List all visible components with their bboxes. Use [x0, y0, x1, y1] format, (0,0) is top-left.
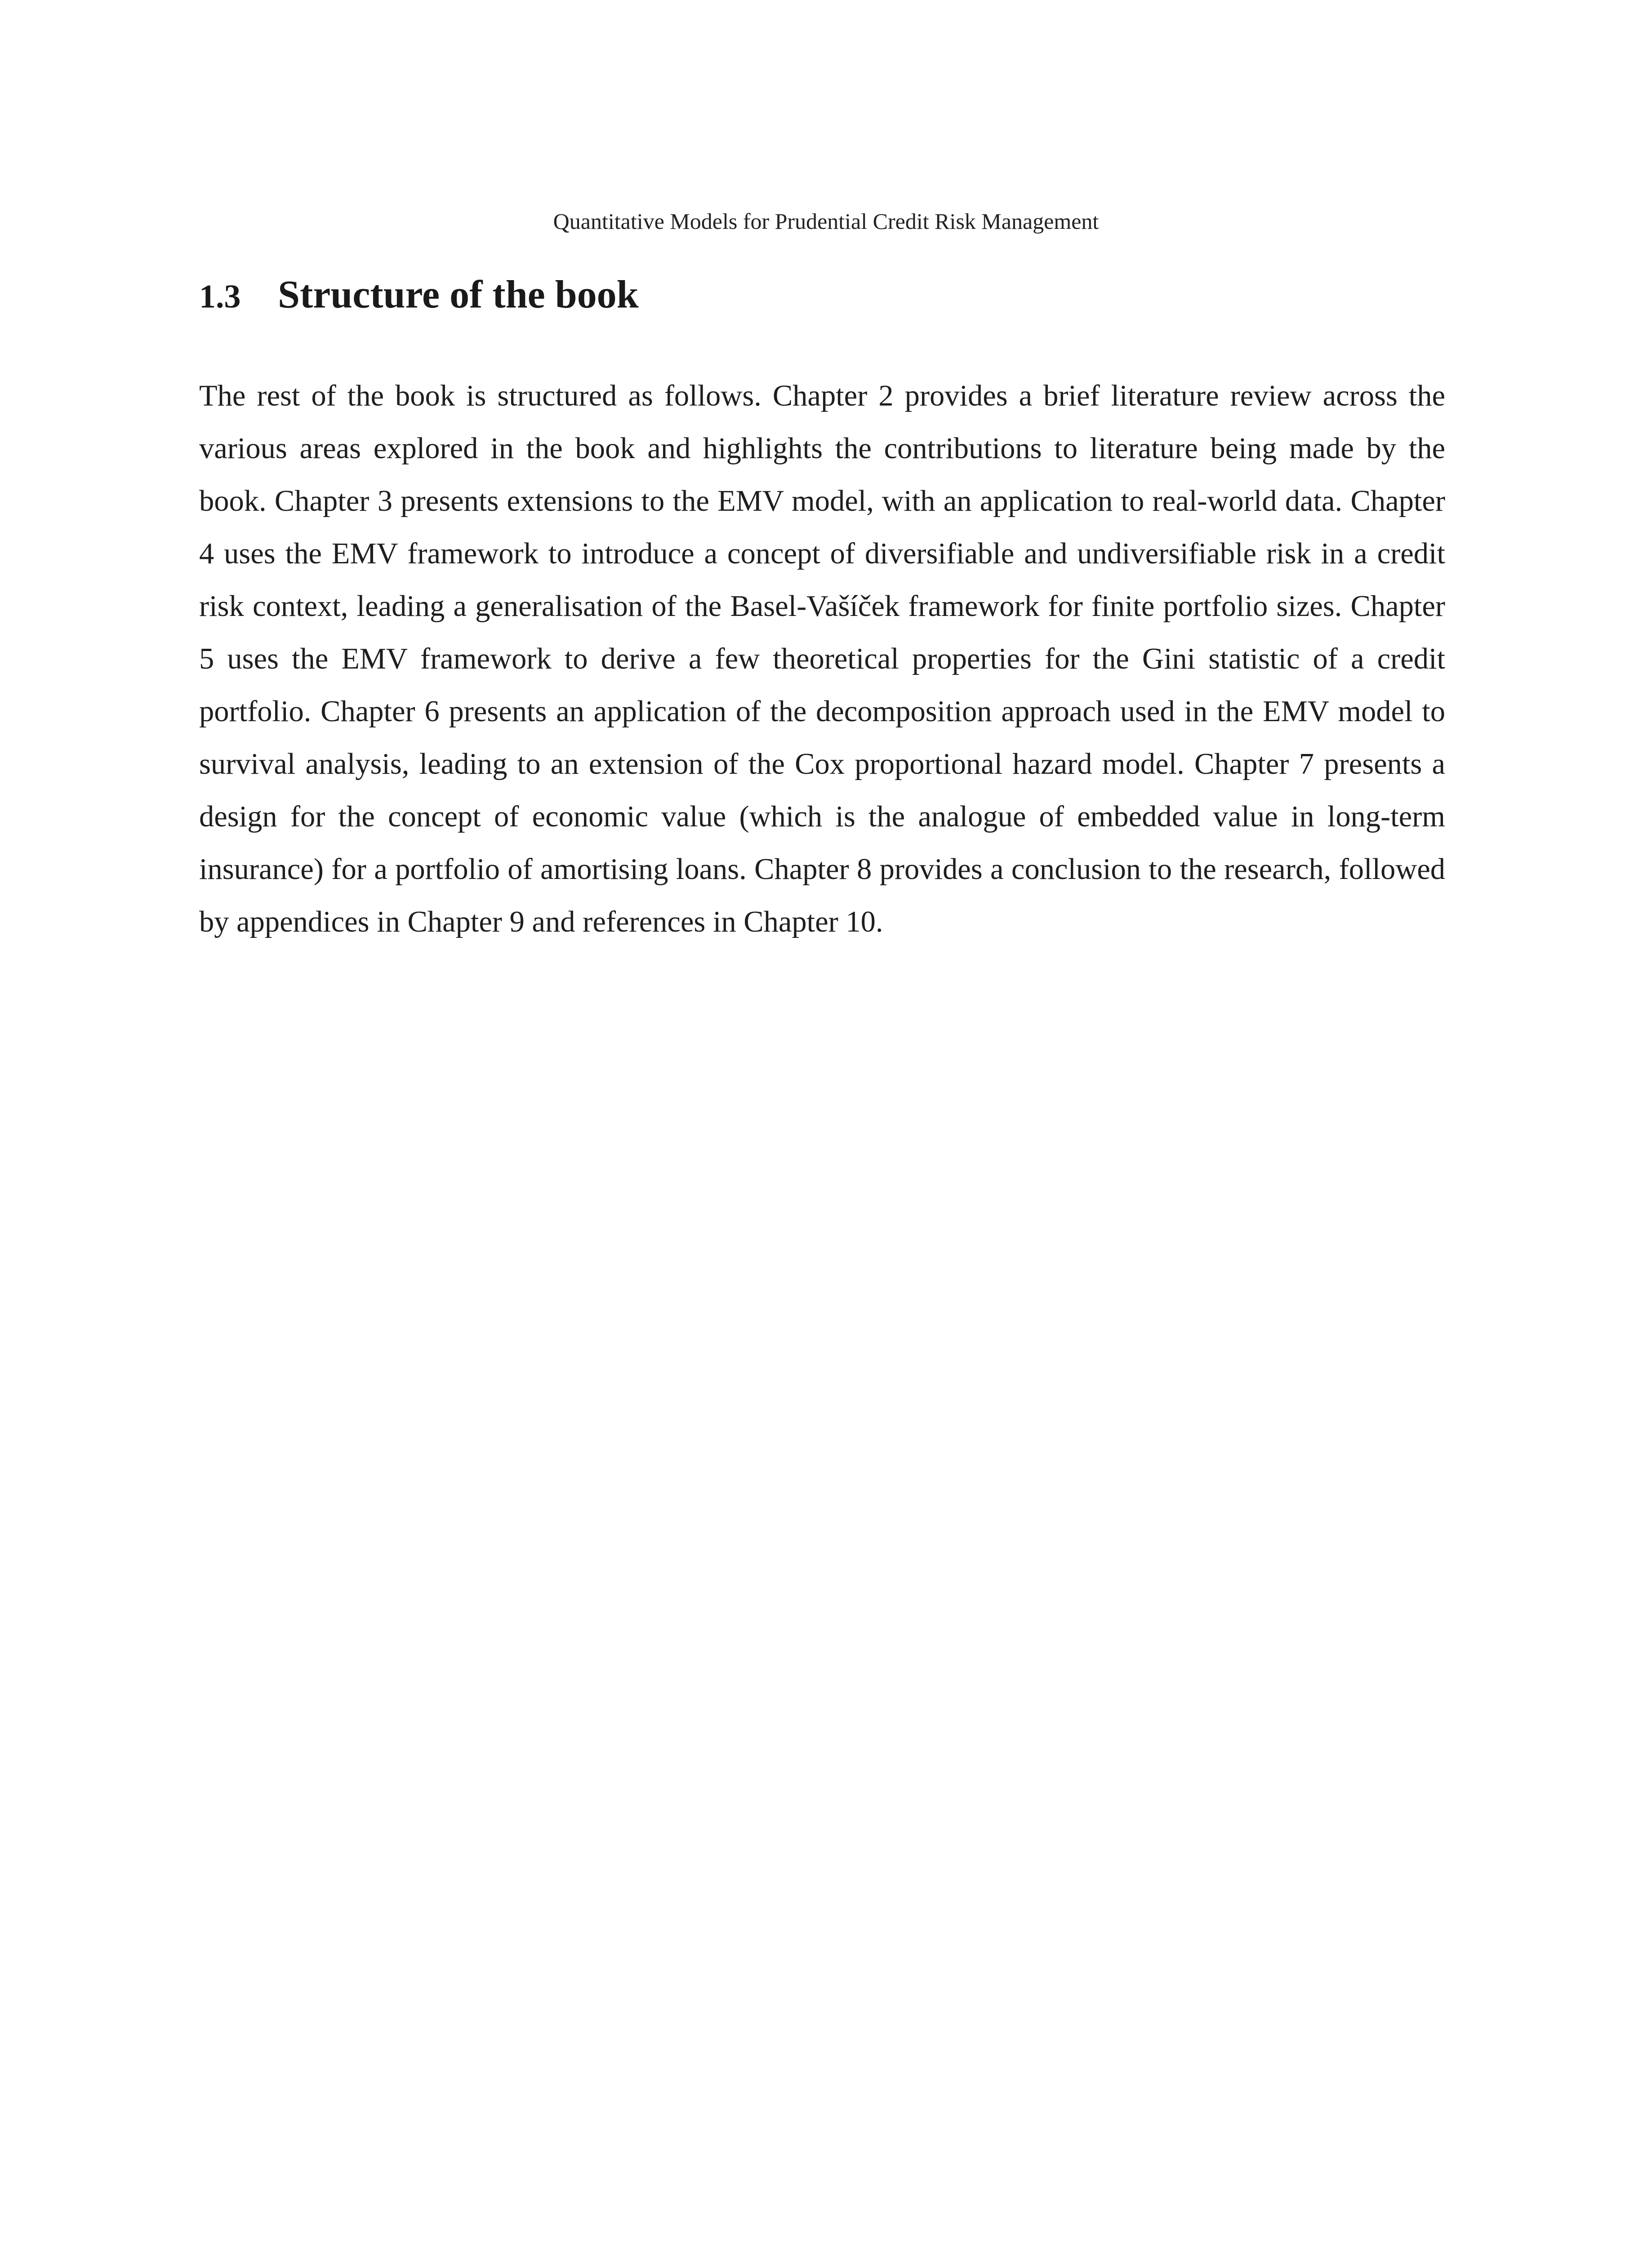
- body-paragraph: The rest of the book is structured as follows. Chapter 2 provides a brief literature review across the various areas explored in the book and highlights the contributions to literature being made by the book. Chapter 3 presents extensions to the EMV model, with an application to real-world data. Chapter 4 uses the EMV framework to introduce a concept of diversifiable and undiversifiable risk in a credit risk context, leading a generalisation of the Basel-Vašíček framework for finite portfolio sizes. Chapter 5 uses the EMV framework to derive a few theoretical properties for the Gini statistic of a credit portfolio. Chapter 6 presents an application of the decomposition approach used in the EMV model to survival analysis, leading to an extension of the Cox proportional hazard model. Chapter 7 presents a design for the concept of economic value (which is the analogue of embedded value in long-term insurance) for a portfolio of amortising loans. Chapter 8 provides a conclusion to the research, followed by appendices in Chapter 9 and references in Chapter 10.: [199, 379, 1445, 938]
- section-title: Structure of the book: [278, 273, 639, 317]
- running-header: Quantitative Models for Prudential Credit Risk Management: [553, 209, 1099, 234]
- section-heading: [199, 272, 1458, 317]
- section-number: 1.3: [199, 278, 241, 315]
